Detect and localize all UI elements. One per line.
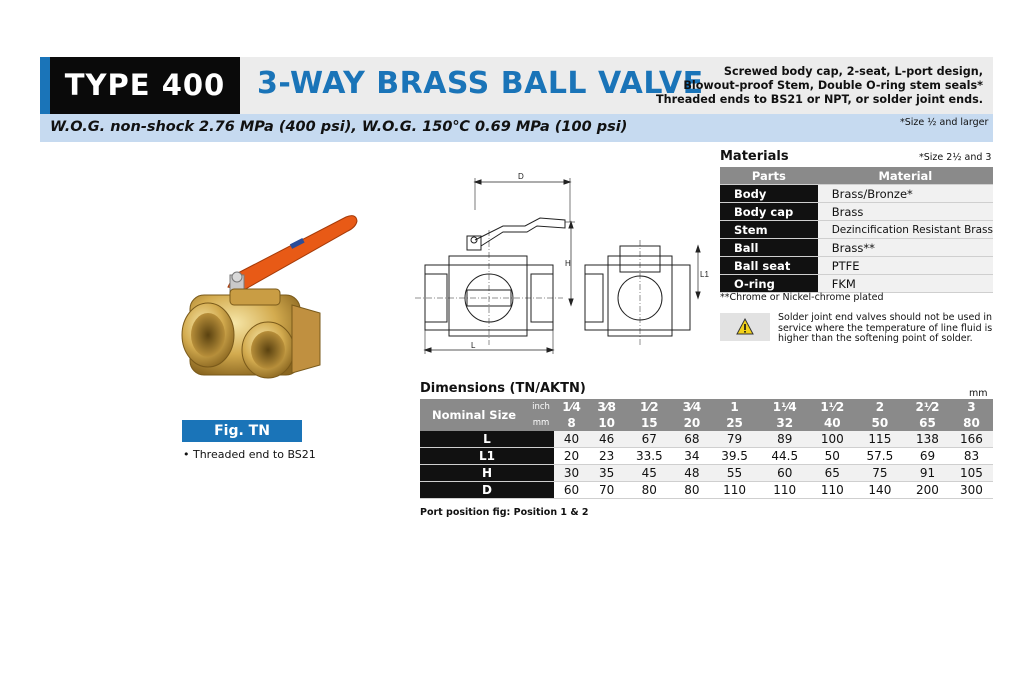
materials-table	[720, 167, 993, 293]
description-line: Blowout-proof Stem, Double O-ring stem seals*	[683, 79, 983, 92]
column-header: Parts	[720, 167, 818, 185]
dimension-value: 138	[905, 431, 950, 448]
inch-unit-label: inch	[528, 399, 554, 415]
dimension-value: 75	[855, 465, 905, 482]
row-label: H	[420, 465, 554, 482]
table-row	[720, 203, 993, 221]
size-inch: 1⁄4	[554, 399, 589, 415]
material-cell: PTFE	[818, 257, 993, 275]
description-line: Screwed body cap, 2-seat, L-port design,	[723, 65, 983, 78]
table-row	[720, 239, 993, 257]
dimension-value: 91	[905, 465, 950, 482]
material-cell: FKM	[818, 275, 993, 293]
size-mm: 50	[855, 415, 905, 431]
dimension-value: 100	[810, 431, 855, 448]
dimension-value: 33.5	[624, 448, 674, 465]
technical-drawing	[415, 170, 720, 360]
page-title: 3-WAY BRASS BALL VALVE	[257, 66, 704, 101]
dimension-l-label: L	[471, 341, 476, 350]
table-row	[720, 221, 993, 239]
material-cell: Dezincification Resistant Brass	[818, 221, 993, 239]
dimension-value: 50	[810, 448, 855, 465]
size-inch: 2	[855, 399, 905, 415]
dimension-value: 68	[674, 431, 709, 448]
description-line: Threaded ends to BS21 or NPT, or solder joint ends.	[656, 93, 983, 106]
mm-unit-label: mm	[528, 415, 554, 431]
table-row	[420, 431, 993, 448]
dimension-value: 200	[905, 482, 950, 499]
dimension-value: 80	[624, 482, 674, 499]
dimension-l1-label: L1	[700, 270, 709, 279]
size-mm: 65	[905, 415, 950, 431]
size-mm: 25	[709, 415, 759, 431]
part-cell: Body	[720, 185, 818, 203]
table-row	[720, 185, 993, 203]
part-cell: Ball seat	[720, 257, 818, 275]
dimension-value: 300	[950, 482, 993, 499]
size-mm: 10	[589, 415, 624, 431]
dimension-value: 48	[674, 465, 709, 482]
part-cell: Body cap	[720, 203, 818, 221]
dimension-value: 46	[589, 431, 624, 448]
size-mm: 32	[760, 415, 810, 431]
dimension-value: 105	[950, 465, 993, 482]
row-label: L	[420, 431, 554, 448]
material-cell: Brass	[818, 203, 993, 221]
dimension-value: 30	[554, 465, 589, 482]
dimension-value: 23	[589, 448, 624, 465]
size-mm: 15	[624, 415, 674, 431]
size-mm: 80	[950, 415, 993, 431]
dimensions-unit: mm	[969, 388, 988, 399]
size-inch: 1¹⁄2	[810, 399, 855, 415]
pressure-rating: W.O.G. non-shock 2.76 MPa (400 psi), W.O.G. 150℃ 0.69 MPa (100 psi)	[50, 119, 628, 135]
type-label: TYPE 400	[50, 57, 240, 114]
size-inch: 3⁄4	[674, 399, 709, 415]
header-description	[640, 65, 983, 107]
dimension-value: 110	[709, 482, 759, 499]
warning-text: Solder joint end valves should not be used in service where the temperature of line fluid is higher than the softening point of solder.	[778, 312, 993, 344]
dimension-value: 70	[589, 482, 624, 499]
size-inch: 3	[950, 399, 993, 415]
size-mm: 40	[810, 415, 855, 431]
chrome-note: **Chrome or Nickel-chrome plated	[720, 292, 884, 303]
table-row	[420, 482, 993, 499]
dimension-value: 44.5	[760, 448, 810, 465]
dimension-value: 166	[950, 431, 993, 448]
dimension-value: 45	[624, 465, 674, 482]
material-cell: Brass**	[818, 239, 993, 257]
dimension-value: 110	[760, 482, 810, 499]
size-inch: 2¹⁄2	[905, 399, 950, 415]
warning-box	[720, 313, 770, 341]
dimension-value: 69	[905, 448, 950, 465]
material-cell: Brass/Bronze*	[818, 185, 993, 203]
dimension-value: 89	[760, 431, 810, 448]
warning-icon	[720, 313, 770, 341]
dimension-value: 80	[674, 482, 709, 499]
figure-note: • Threaded end to BS21	[183, 448, 316, 461]
row-label: D	[420, 482, 554, 499]
part-cell: Ball	[720, 239, 818, 257]
table-row	[420, 448, 993, 465]
dimension-value: 40	[554, 431, 589, 448]
table-row	[720, 257, 993, 275]
size-inch: 1⁄2	[624, 399, 674, 415]
dimension-value: 110	[810, 482, 855, 499]
dimension-value: 60	[554, 482, 589, 499]
nominal-size-header: Nominal Size	[420, 399, 528, 431]
dimension-value: 20	[554, 448, 589, 465]
dimension-value: 83	[950, 448, 993, 465]
port-position-note: Port position fig: Position 1 & 2	[420, 507, 589, 518]
dimension-value: 115	[855, 431, 905, 448]
dimension-d-label: D	[518, 172, 524, 181]
dimension-value: 57.5	[855, 448, 905, 465]
size-mm: 20	[674, 415, 709, 431]
dimension-value: 79	[709, 431, 759, 448]
dimension-h-label: H	[565, 259, 571, 268]
materials-header-row	[720, 167, 993, 185]
part-cell: O-ring	[720, 275, 818, 293]
dimension-value: 55	[709, 465, 759, 482]
header-accent-stripe	[40, 57, 50, 114]
column-header: Material	[818, 167, 993, 185]
dimension-value: 39.5	[709, 448, 759, 465]
table-row	[720, 275, 993, 293]
dimension-value: 65	[810, 465, 855, 482]
figure-label: Fig. TN	[182, 420, 302, 442]
dimension-value: 35	[589, 465, 624, 482]
dimension-value: 34	[674, 448, 709, 465]
dimensions-table	[420, 399, 993, 499]
dimension-value: 60	[760, 465, 810, 482]
inch-header-row	[420, 399, 993, 415]
part-cell: Stem	[720, 221, 818, 239]
dimensions-title: Dimensions (TN/AKTN)	[420, 381, 586, 396]
table-row	[420, 465, 993, 482]
materials-title: Materials	[720, 149, 789, 164]
valve-photo	[170, 205, 370, 415]
materials-note: *Size 2½ and 3	[919, 152, 992, 163]
size-inch: 1	[709, 399, 759, 415]
size-mm: 8	[554, 415, 589, 431]
dimension-value: 67	[624, 431, 674, 448]
dimension-value: 140	[855, 482, 905, 499]
size-inch: 3⁄8	[589, 399, 624, 415]
size-inch: 1¹⁄4	[760, 399, 810, 415]
size-note: *Size ½ and larger	[900, 117, 989, 128]
row-label: L1	[420, 448, 554, 465]
